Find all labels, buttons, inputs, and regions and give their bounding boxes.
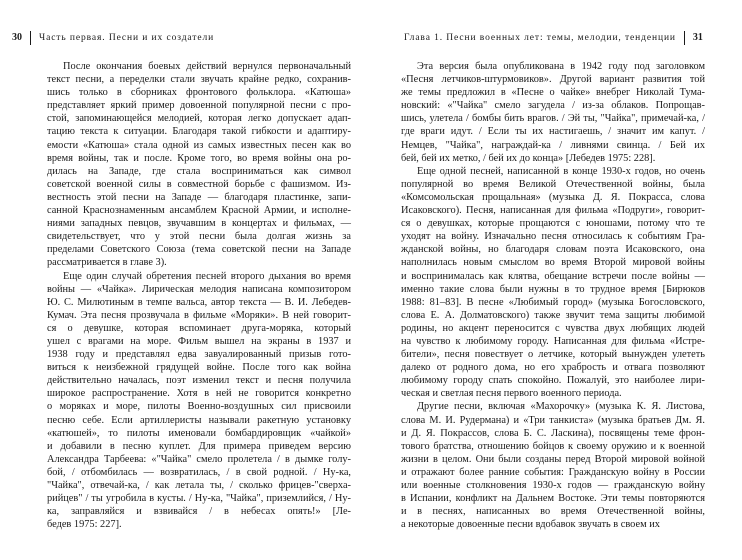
text-line: Немцев, "Чайка", награждай-ка / ливнями свинца. / Бей их [401, 139, 705, 151]
text-line: широкое распространение. Хотя в ней не говорится конкретно [47, 388, 351, 400]
text-line: стой, запоминающейся мелодией, которая легко допускает адап- [47, 113, 351, 125]
text-line: и Д. Я. Покрассов, слова Б. С. Ласкина), посвящены теме фрон- [401, 427, 705, 439]
text-line: «Песня летчиков-штурмовиков». Другой вариант развития той [401, 74, 705, 86]
running-head-right [404, 30, 703, 46]
text-line: популярной во время Великой Отечественной войны, была [401, 178, 705, 190]
paragraph [401, 400, 705, 531]
text-line: где враги идут. / Если ты их настигаешь, / значит им капут. / [401, 126, 705, 138]
text-line: Александра Тарбеева: «"Чайка" смело пролетела / в дымке голу- [47, 453, 351, 465]
head-divider-left [30, 31, 31, 45]
text-line: Еще одной песней, написанной в конце 1930-х годов, но очень [417, 165, 705, 177]
paragraph [47, 270, 351, 532]
text-line: Исаковского). Песня, написанная для фильма «Подруги», говорит- [401, 205, 705, 217]
text-line: слова Е. А. Долматовского) также звучит тема защиты любимой [401, 309, 705, 321]
text-line: вестность этой песни на Западе — благодаря пластинке, запи- [47, 191, 351, 203]
text-line: ся о девушке, которая вспоминает друга-моряка, который [47, 322, 351, 334]
text-line: ка, заправляйся и взвивайся / в небесах опять!» [Ле- [47, 506, 351, 518]
text-line: 1988: 81–83]. В песне «Любимый город» (музыка Богословского, [401, 296, 705, 308]
text-line: и добавили в песню куплет. Для примера приведем версию [47, 440, 351, 452]
text-line: дилась на Западе, где стала восприниматься как символ [47, 165, 351, 177]
text-line: песню себе. Если артиллеристы называли ракетную установку [47, 414, 351, 426]
text-line: бители», песня повествует о летчике, который вынужден улететь [401, 349, 705, 361]
text-line: представляет яркий пример довоенной популярной песни с про- [47, 100, 351, 112]
text-line: свидетельствует, что у этой песни была долгая жизнь за [47, 231, 351, 243]
paragraph [401, 60, 705, 165]
text-line: тового братства, отношению бойцов к своему оружию и к военной [401, 440, 705, 452]
text-line: бедев 1975: 227]. [47, 519, 122, 531]
text-line: "Чайка", отвечай-ка, / как летала ты, / сколько фрицев-"сверха- [47, 480, 351, 491]
text-line: действительно началась, поэт изменил текст и песня получила [47, 375, 351, 387]
text-line: бой, / отбомбилась — возвратилась, / в свой родной. / Ну-ка, [47, 466, 351, 478]
text-line: жизни в целом. Они были созданы перед Второй мировой войной [401, 453, 705, 465]
text-line: советской военной силы в совместной борьбе с фашизмом. Из- [47, 178, 351, 190]
text-line: любимому городу спать спокойно. Пожалуй, это наиболее лири- [401, 375, 705, 387]
text-line: После окончания боевых действий вернулся первоначальный [63, 61, 351, 72]
text-line: пределами Советского Союза (тема советской песни на Западе [47, 244, 351, 256]
text-line: Кумач. Эта песня прозвучала в фильме «Моряки». В ней говорит- [47, 309, 351, 321]
text-line: текст песни, а переделки стали звучать крайне редко, сохранив- [47, 74, 351, 86]
text-line: или военные столкновения 1930-х годов — гражданскую войну [401, 480, 705, 491]
text-line: Эта версия была опубликована в 1942 году под заголовком [417, 61, 705, 72]
text-line: «Комсомольская прощальная» (музыка Д. Я. Покрасса, слова [401, 191, 705, 203]
page-number-right: 31 [692, 32, 703, 43]
text-line: виться к неизбежной грядущей войне. После того как война [47, 362, 351, 374]
text-line: ческая и светлая песня первого военного периода. [401, 388, 622, 400]
text-line: жданской войны, но благодаря словам поэта Исаковского, она [401, 244, 705, 256]
running-head-left [12, 30, 214, 46]
text-line: время войны, так и после. Кроме того, во время войны она ро- [47, 152, 351, 164]
right-body-text [401, 60, 705, 531]
text-line: уходят на войну. Изначально песня относилась к событиям Гра- [401, 231, 705, 243]
head-divider-right [684, 31, 685, 45]
text-line: ушел с врагами на море. Фильм вышел на экраны в 1937 и [47, 335, 351, 347]
text-line: шись, улетела / бомбы бить врагов. / Эй ты, "Чайка", примечай-ка, / [401, 113, 705, 125]
left-body-text [47, 60, 351, 531]
text-line: рассматривается в главе 3). [47, 257, 167, 269]
text-line: ниями западных певцов, звучавшим в концертах и фильмах, — [47, 218, 351, 230]
running-head-title-right: Глава 1. Песни военных лет: темы, мелодии, тенденции [404, 33, 676, 43]
text-line: и в песнях, написанных во время Отечественной войны, [401, 506, 705, 518]
text-line: на чувство к любимому городу. Написанная для фильма «Истре- [401, 335, 705, 347]
right-page [371, 0, 742, 560]
text-line: новский: «"Чайка" смело загудела / из-за облаков. Попрощав- [401, 100, 705, 112]
text-line: Еще один случай обретения песней второго дыхания во время [63, 270, 351, 282]
text-line: именно такие слова были нужны в то трудное время [Бирюков [401, 283, 705, 295]
text-line: войны — «Чайка». Лирическая мелодия написана композитором [47, 283, 351, 295]
text-line: тацию текста к ситуации. Благодаря такой гибкости и адаптиру- [47, 126, 351, 138]
page-number-left: 30 [12, 32, 22, 43]
text-line: далеко от родного дома, но его храбрость и отвага позволяют [401, 362, 705, 374]
text-line: а некоторые довоенные песни вдобавок звучать в своем их [401, 519, 660, 531]
text-line: и отражают более ранние события: Гражданскую войну в России [401, 466, 705, 478]
paragraph [47, 60, 351, 270]
text-line: «катюшей», то пилоты именовали бомбардировщик «чайкой» [47, 427, 351, 439]
running-head-title-left: Часть первая. Песни и их создатели [39, 33, 215, 43]
text-line: ся о девушках, которые прощаются с юношами, потому что те [401, 218, 705, 230]
text-line: Ю. С. Милютиным в темпе вальса, автор текста — В. И. Лебедев- [47, 296, 351, 308]
text-line: 1938 году и представлял едва завуалированный призыв гото- [47, 349, 351, 361]
text-line: же темы предложил в «Песне о чайке» внебрег Николай Тума- [401, 87, 705, 99]
text-line: родины, но акцент переносится с чувства двух любящих людей [401, 322, 705, 334]
text-line: о моряках и море, пилоты Военно-воздушных сил присвоили [47, 401, 351, 413]
text-line: шись только в сборниках фронтового фольклора. «Катюша» [47, 87, 351, 99]
text-line: санной Краснознаменным ансамблем Красной Армии, и исполне- [47, 205, 351, 217]
paragraph [401, 165, 705, 401]
text-line: рийцев" / ты угробила в кусты. / Ну-ка, "Чайка", приземлийся, / Ну- [47, 493, 351, 505]
text-line: в Испании, конфликт на Дальнем Востоке. Эти темы повторяются [401, 493, 705, 505]
text-line: слова М. И. Рудермана) и «Три танкиста» (музыка братьев Дм. Я. [401, 414, 705, 426]
text-line: наполнилась новым смыслом во время Второй мировой войны [401, 257, 705, 269]
text-line: и воспринималась как клятва, обещание встречи после войны — [401, 270, 705, 282]
text-line: бей, бей их метко, / бей их до конца» [Лебедев 1975: 228]. [401, 152, 656, 164]
text-line: емости «Катюша» стала одной из самых известных песен как во [47, 139, 351, 151]
text-line: Другие песни, включая «Махорочку» (музыка К. Я. Листова, [417, 401, 705, 413]
